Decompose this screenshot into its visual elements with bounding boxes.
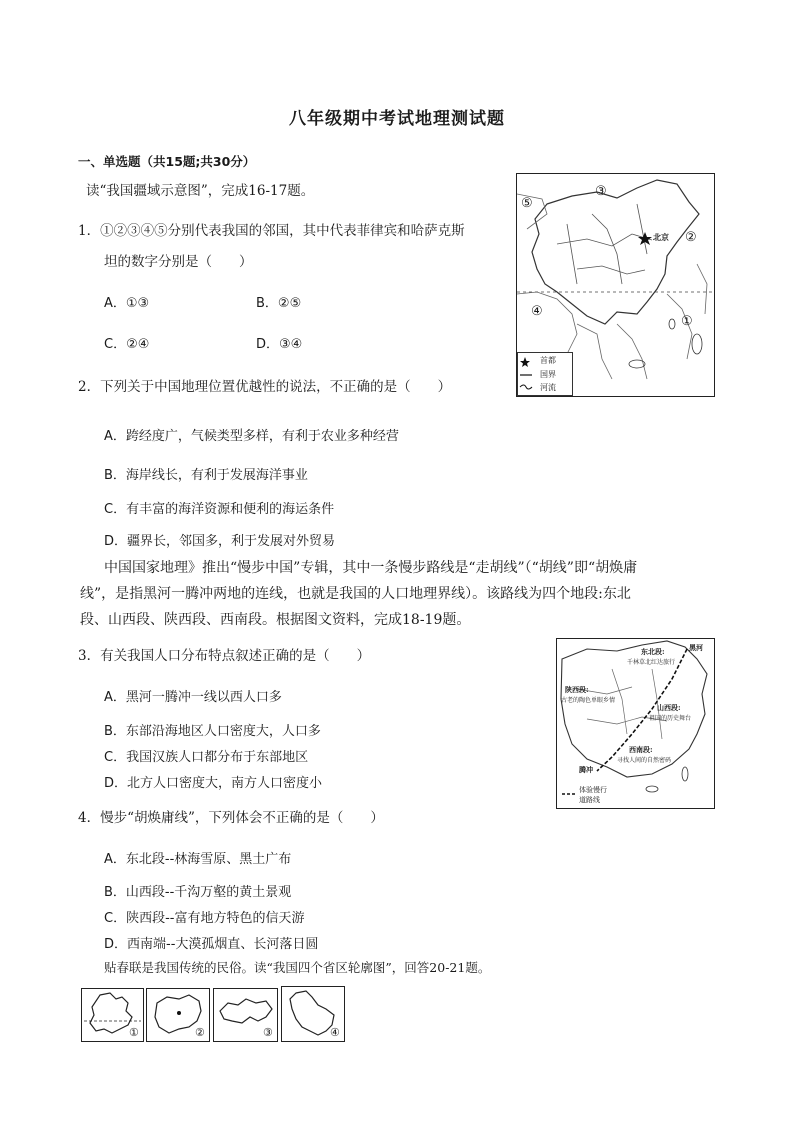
china-territory-map: [516, 173, 715, 397]
q1-option-d: D．③④: [256, 337, 303, 352]
legend-border: 国界: [540, 370, 556, 379]
map-marker-3: ③: [595, 184, 607, 199]
label-tengchong: 腾冲: [579, 765, 593, 774]
label-northeast: 东北段:: [641, 647, 665, 656]
q3-option-d: D．北方人口密度大，南方人口密度小: [104, 776, 323, 791]
label-shaanxi-sub: 古老的陶色单眼乡情: [561, 697, 616, 704]
legend-hu-line-2: 道路线: [579, 796, 600, 804]
q1-option-b: B．②⑤: [256, 296, 302, 311]
passage-line-3: 段、山西段、陕西段、西南段。根据图文资料，完成18-19题。: [80, 612, 471, 628]
legend-hu-line-1: 体验慢行: [579, 786, 607, 794]
q1-option-c: C．②④: [104, 337, 150, 352]
map-marker-4: ④: [531, 304, 543, 319]
province-number-3: ③: [263, 1026, 273, 1039]
q1-option-a: A．①③: [104, 296, 150, 311]
map-legend: [517, 352, 573, 396]
label-shanxi-sub: 祖国的历史舞台: [649, 715, 692, 722]
question-1-stem-cont: 坦的数字分别是（ ）: [104, 254, 253, 270]
passage-line-2: 线”，是指黑河一腾冲两地的连线，也就是我国的人口地理界线）。该路线为四个地段:东北: [80, 586, 631, 602]
q4-option-c: C．陕西段--富有地方特色的信天游: [104, 911, 305, 926]
province-number-1: ①: [129, 1026, 139, 1039]
q4-option-a: A．东北段--林海雪原、黑土广布: [104, 852, 292, 867]
q2-option-c: C．有丰富的海洋资源和便利的海运条件: [104, 502, 335, 517]
q4-option-b: B．山西段--千沟万壑的黄土景观: [104, 885, 292, 900]
map-marker-1: ①: [681, 314, 693, 329]
question-2-stem: 2．下列关于中国地理位置优越性的说法，不正确的是（ ）: [78, 379, 452, 395]
question-4-stem: 4．慢步“胡焕庸线”，下列体会不正确的是（ ）: [78, 810, 384, 826]
legend-river: 河流: [540, 383, 556, 392]
passage-line-1: 中国国家地理》推出“慢步中国”专辑，其中一条慢步路线是“走胡线”（“胡线”即“胡焕庸: [104, 560, 638, 576]
section-heading: 一、单选题（共15题;共30分）: [78, 154, 256, 169]
q3-option-b: B．东部沿海地区人口密度大，人口多: [104, 724, 321, 739]
map-marker-2: ②: [685, 230, 697, 245]
label-southwest-sub: 寻找人间的自然密码: [617, 757, 672, 764]
province-number-2: ②: [195, 1026, 205, 1039]
q3-option-a: A．黑河一腾冲一线以西人口多: [104, 690, 282, 705]
label-southwest: 西南段:: [629, 745, 653, 754]
province-outline-4: [281, 986, 345, 1042]
legend-capital: 首都: [540, 356, 556, 365]
hu-line-map: [556, 638, 715, 809]
intro-text-3: 贴春联是我国传统的民俗。读“我国四个省区轮廓图”，回答20-21题。: [104, 960, 491, 975]
question-1-stem: 1．①②③④⑤分别代表我国的邻国，其中代表菲律宾和哈萨克斯: [78, 223, 465, 239]
q2-option-a: A．跨经度广，气候类型多样，有利于农业多种经营: [104, 429, 399, 444]
label-shanxi: 山西段:: [657, 703, 681, 712]
q2-option-d: D．疆界长，邻国多，利于发展对外贸易: [104, 534, 336, 549]
q4-option-d: D．西南端--大漠孤烟直、长河落日圆: [104, 937, 319, 952]
label-heihe: 黑河: [689, 643, 703, 652]
province-outline-3: [213, 988, 278, 1042]
intro-text-1: 读“我国疆域示意图”，完成16-17题。: [86, 183, 315, 199]
beijing-label: 北京: [653, 232, 669, 242]
label-shaanxi: 陕西段:: [565, 685, 589, 694]
question-3-stem: 3．有关我国人口分布特点叙述正确的是（ ）: [78, 648, 371, 664]
map-marker-5: ⑤: [521, 196, 533, 211]
province-outline-1: [81, 988, 144, 1042]
q2-option-b: B．海岸线长，有利于发展海洋事业: [104, 468, 308, 483]
q3-option-c: C．我国汉族人口都分布于东部地区: [104, 750, 309, 765]
province-number-4: ④: [330, 1026, 340, 1039]
province-outline-2: [146, 988, 210, 1042]
page-title: 八年级期中考试地理测试题: [289, 109, 505, 129]
label-northeast-sub: 千林草北红达旅行: [627, 659, 676, 666]
